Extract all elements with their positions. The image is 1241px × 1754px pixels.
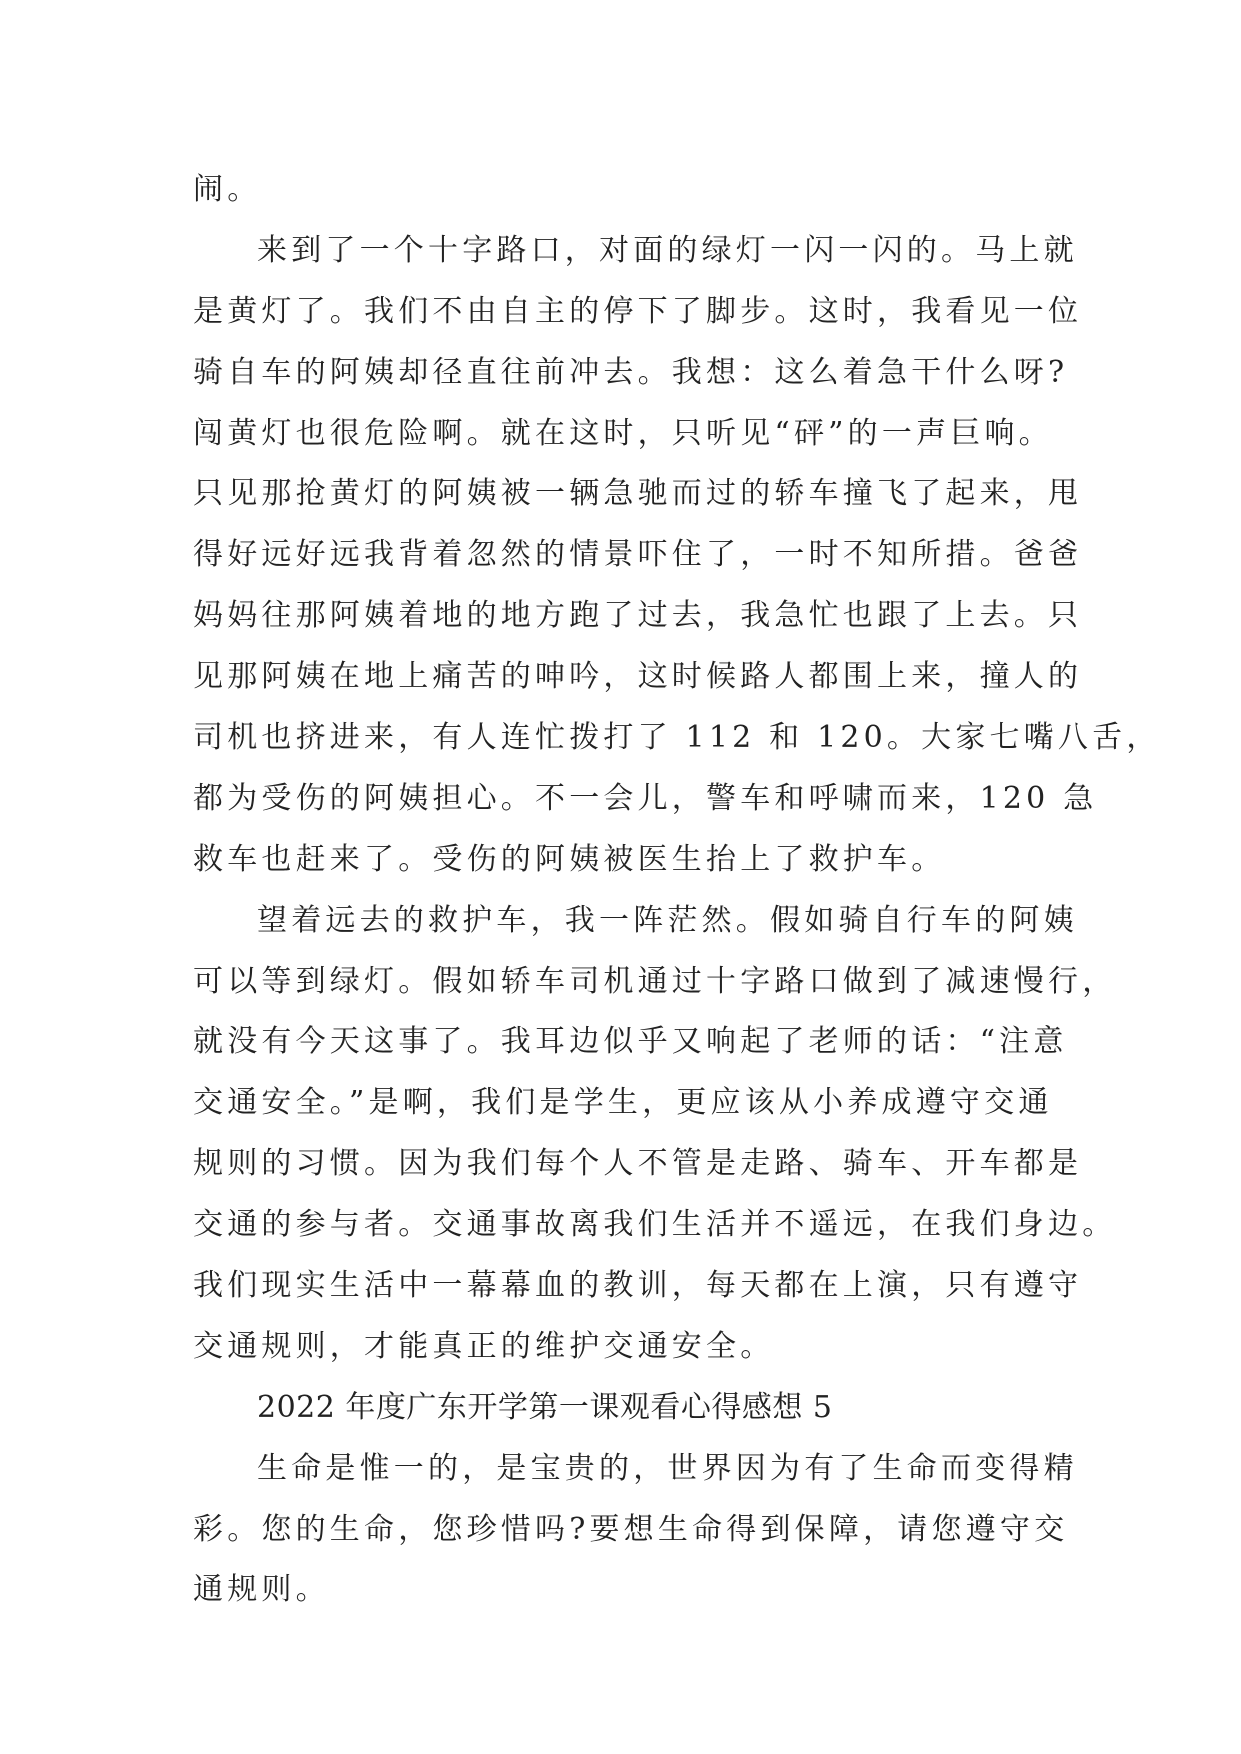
text-line: 见那阿姨在地上痛苦的呻吟，这时候路人都围上来，撞人的 <box>193 659 1083 695</box>
text-line: 规则的习惯。因为我们每个人不管是走路、骑车、开车都是 <box>193 1146 1083 1182</box>
document-body <box>193 160 1161 1621</box>
text-line: 可以等到绿灯。假如轿车司机通过十字路口做到了减速慢行， <box>193 963 1117 999</box>
section-heading: 2022 年度广东开学第一课观看心得感想 5 <box>257 1389 833 1425</box>
text-line: 闯黄灯也很危险啊。就在这时，只听见“砰”的一声巨响。 <box>193 415 1053 451</box>
paragraph-start-line: 望着远去的救护车，我一阵茫然。假如骑自行车的阿姨 <box>257 902 1078 938</box>
text-line: 通规则。 <box>193 1572 330 1608</box>
text-line: 司机也挤进来，有人连忙拨打了 112 和 120。大家七嘴八舌， <box>193 720 1161 756</box>
text-line: 救车也赶来了。受伤的阿姨被医生抬上了救护车。 <box>193 841 946 877</box>
text-line: 交通的参与者。交通事故离我们生活并不遥远，在我们身边。 <box>193 1207 1117 1243</box>
paragraph-start-line: 生命是惟一的，是宝贵的，世界因为有了生命而变得精 <box>257 1450 1078 1486</box>
text-line: 是黄灯了。我们不由自主的停下了脚步。这时，我看见一位 <box>193 293 1083 329</box>
text-line: 只见那抢黄灯的阿姨被一辆急驰而过的轿车撞飞了起来，甩 <box>193 476 1083 512</box>
text-line: 就没有今天这事了。我耳边似乎又响起了老师的话：“注意 <box>193 1024 1068 1060</box>
text-line: 我们现实生活中一幕幕血的教训，每天都在上演，只有遵守 <box>193 1268 1083 1304</box>
text-line: 妈妈往那阿姨着地的地方跑了过去，我急忙也跟了上去。只 <box>193 598 1083 634</box>
text-line: 交通安全。”是啊，我们是学生，更应该从小养成遵守交通 <box>193 1085 1053 1121</box>
text-line: 交通规则，才能真正的维护交通安全。 <box>193 1328 775 1364</box>
text-line: 彩。您的生命，您珍惜吗?要想生命得到保障，请您遵守交 <box>193 1511 1069 1547</box>
paragraph-start-line: 来到了一个十字路口，对面的绿灯一闪一闪的。马上就 <box>257 232 1078 268</box>
text-line: 得好远好远我背着忽然的情景吓住了，一时不知所措。爸爸 <box>193 537 1083 573</box>
text-line: 骑自车的阿姨却径直往前冲去。我想：这么着急干什么呀? <box>193 354 1069 390</box>
text-line: 都为受伤的阿姨担心。不一会儿，警车和呼啸而来，120 急 <box>193 780 1098 816</box>
text-line: 闹。 <box>193 172 262 207</box>
